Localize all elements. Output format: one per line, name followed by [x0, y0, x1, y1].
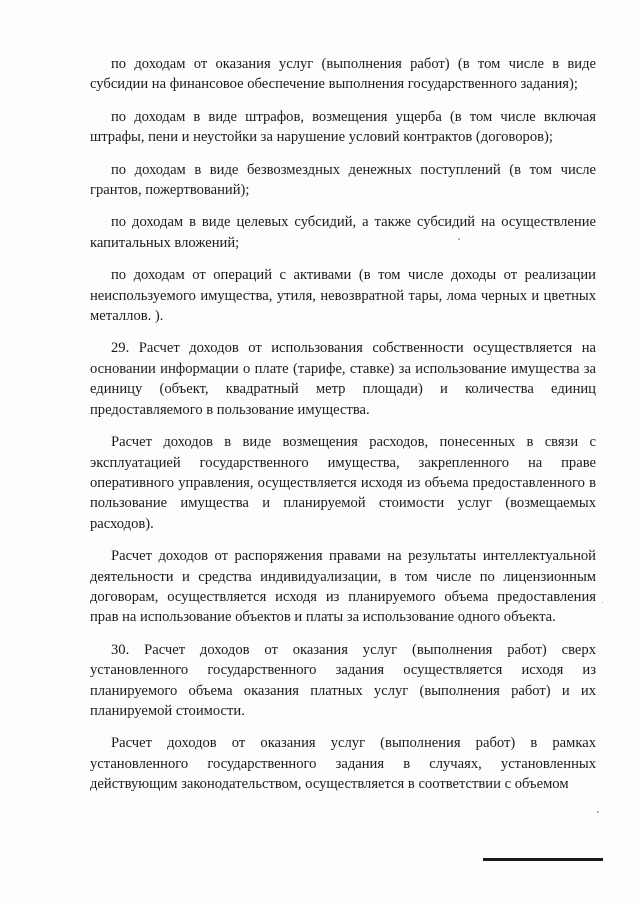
paragraph-clause-30: 30. Расчет доходов от оказания услуг (выполнения работ) сверх установленного государственного задания осуществляется исходя из планируемого объема оказания платных услуг (выполнения работ) и их планируемой стоимости.	[90, 641, 596, 719]
bottom-rule	[483, 858, 603, 861]
paragraph-income-subsidies: по доходам в виде целевых субсидий, а также субсидий на осуществление капитальных вложений;	[90, 214, 596, 251]
scan-speck	[597, 811, 599, 813]
paragraph-income-services: по доходам от оказания услуг (выполнения работ) (в том числе в виде субсидии на финансовое обеспечение выполнения государственного задания);	[90, 56, 596, 93]
scan-speck	[458, 238, 460, 240]
scan-speck	[602, 602, 603, 603]
document-body	[90, 54, 596, 807]
paragraph-income-grants: по доходам в виде безвозмездных денежных поступлений (в том числе грантов, пожертвований);	[90, 161, 596, 199]
paragraph-clause-29: 29. Расчет доходов от использования собственности осуществляется на основании информации о плате (тарифе, ставке) за использование имущества за единицу (объект, квадратный метр площади) и количества единиц предоставляемого в пользование имущества.	[90, 340, 596, 418]
paragraph-income-fines: по доходам в виде штрафов, возмещения ущерба (в том числе включая штрафы, пени и неустойки за нарушение условий контрактов (договоров);	[90, 108, 596, 146]
paragraph-income-assets: по доходам от операций с активами (в том числе доходы от реализации неиспользуемого имущества, утиля, невозвратной тары, лома черных и цветных металлов. ).	[90, 267, 596, 325]
paragraph-expense-reimbursement: Расчет доходов в виде возмещения расходов, понесенных в связи с эксплуатацией государственного имущества, закрепленного на праве оперативного управления, осуществляется исходя из объема предоставленного в пользование имущества и планируемой стоимости услуг (возмещаемых расходов).	[90, 434, 596, 532]
paragraph-intellectual-property: Расчет доходов от распоряжения правами на результаты интеллектуальной деятельности и средства индивидуализации, в том числе по лицензионным договорам, осуществляется исходя из планируемого объема предоставления прав на использование объектов и платы за использование одного объекта.	[90, 548, 596, 626]
paragraph-state-assignment: Расчет доходов от оказания услуг (выполнения работ) в рамках установленного государственного задания в случаях, установленных действующим законодательством, осуществляется в соответствии с объемом	[90, 735, 596, 793]
